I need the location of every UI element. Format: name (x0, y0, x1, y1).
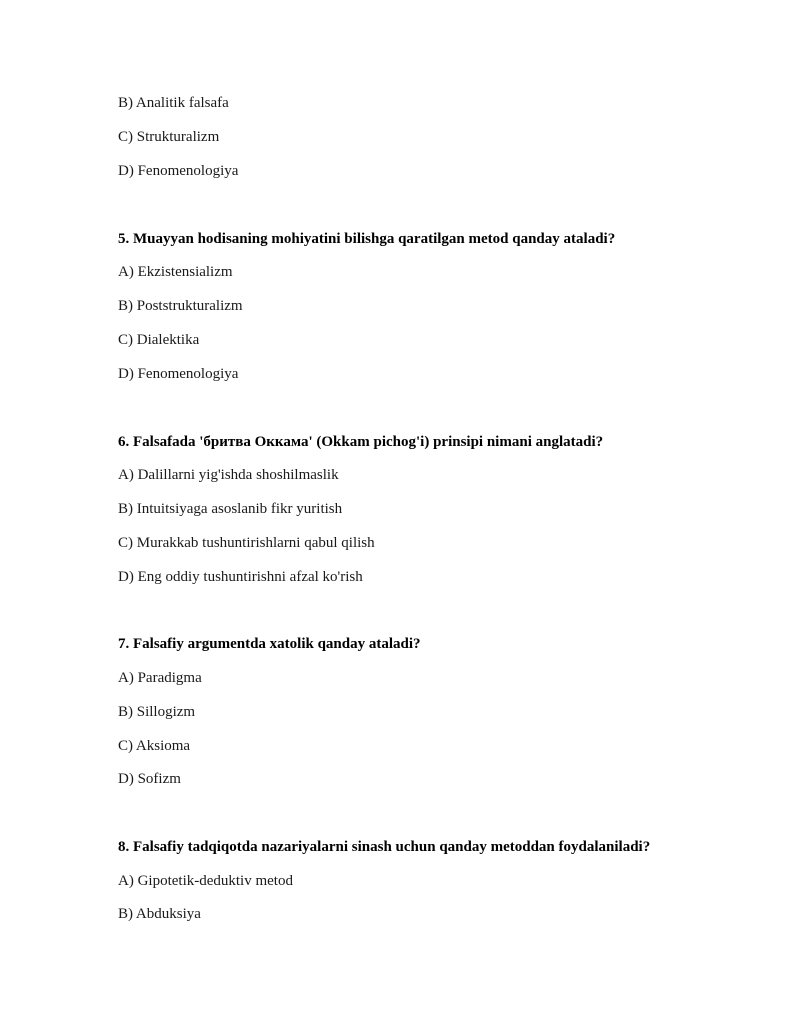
q6-option-d: D) Eng oddiy tushuntirishni afzal ko'rish (118, 569, 363, 585)
q8-option-b: B) Abduksiya (118, 906, 201, 922)
q5-option-d: D) Fenomenologiya (118, 366, 239, 382)
q4-option-b: B) Analitik falsafa (118, 95, 229, 111)
q8-option-a: A) Gipotetik-deduktiv metod (118, 873, 293, 889)
q5-question: 5. Muayyan hodisaning mohiyatini bilishga qaratilgan metod qanday ataladi? (118, 231, 616, 247)
q5-option-b: B) Poststrukturalizm (118, 298, 243, 314)
q7-option-b: B) Sillogizm (118, 704, 196, 720)
q7-option-d: D) Sofizm (118, 771, 181, 787)
q5-option-a: A) Ekzistensializm (118, 264, 233, 280)
q7-option-c: C) Aksioma (118, 738, 191, 754)
q6-option-a: A) Dalillarni yig'ishda shoshilmaslik (118, 467, 339, 483)
q8-question: 8. Falsafiy tadqiqotda nazariyalarni sinash uchun qanday metoddan foydalaniladi? (118, 839, 651, 855)
q6-option-c: C) Murakkab tushuntirishlarni qabul qilish (118, 535, 375, 551)
q6-option-b: B) Intuitsiyaga asoslanib fikr yuritish (118, 501, 343, 517)
q7-question: 7. Falsafiy argumentda xatolik qanday ataladi? (118, 636, 421, 652)
q5-option-c: C) Dialektika (118, 332, 200, 348)
q6-question: 6. Falsafada 'бритва Оккама' (Okkam pichog'i) prinsipi nimani anglatadi? (118, 434, 604, 450)
q4-option-c: C) Strukturalizm (118, 129, 220, 145)
q7-option-a: A) Paradigma (118, 670, 202, 686)
q4-option-d: D) Fenomenologiya (118, 163, 239, 179)
